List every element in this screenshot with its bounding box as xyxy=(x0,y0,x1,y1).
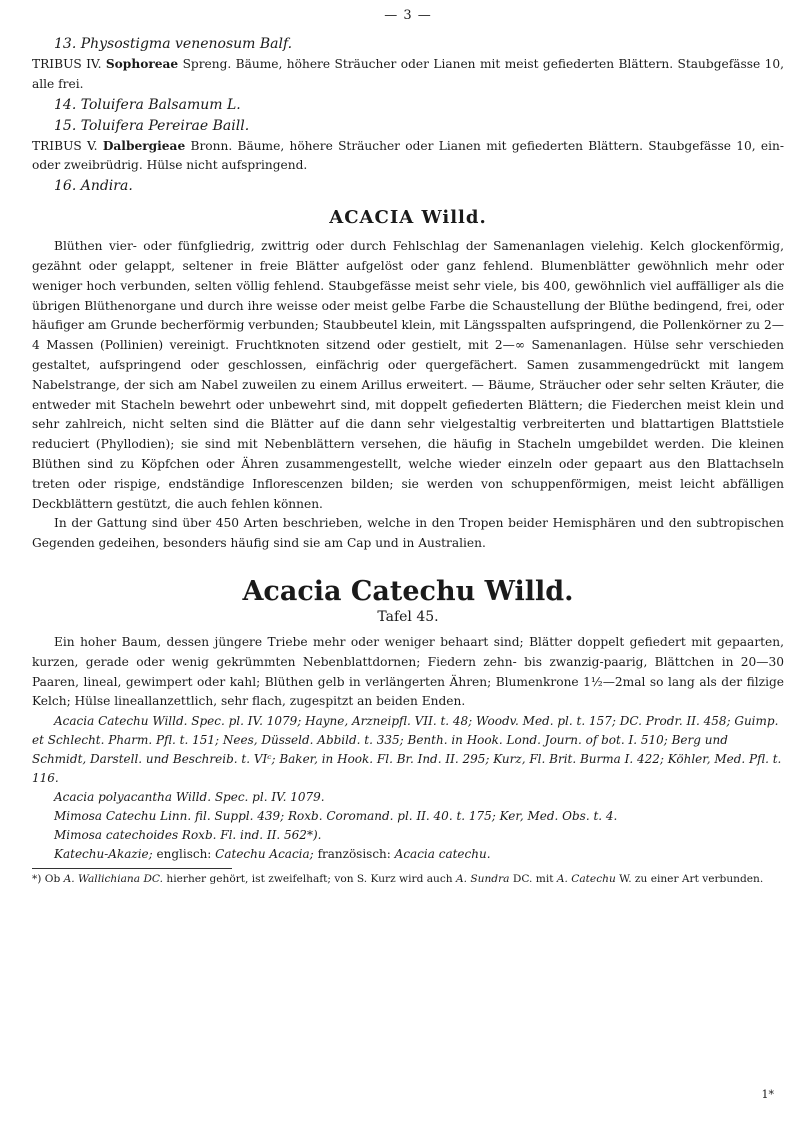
tribus-v-name: TRIBUS V. xyxy=(32,138,98,153)
tribus-iv-group: Sophoreae xyxy=(105,57,179,71)
footnote-name-b: A. Sundra xyxy=(456,873,510,886)
page-body xyxy=(32,34,784,887)
vernacular-names xyxy=(32,845,784,864)
entry-14: 14. Toluifera Balsamum L. xyxy=(54,96,241,113)
signature-mark: 1* xyxy=(761,1088,774,1101)
genus-heading: ACACIA Willd. xyxy=(329,207,487,229)
entry-13: 13. Physostigma venenosum Balf. xyxy=(54,36,293,52)
tribus-v xyxy=(32,137,784,177)
footnote-text-a: *) Ob xyxy=(32,873,61,886)
genus-distribution: In der Gattung sind über 450 Arten beschrieben, welche in den Tropen beider Hemisphären und den subtropischen Gegenden gedeihen, besonders häufig sind sie am Cap und in Australien. xyxy=(32,516,784,551)
footnote-divider xyxy=(32,868,232,869)
synonym-2: Acacia polyacantha Willd. Spec. pl. IV. 1079. xyxy=(54,790,325,805)
species-heading: Acacia Catechu Willd. xyxy=(242,575,574,607)
tribus-v-text: Bronn. Bäume, höhere Sträucher oder Lianen mit gefiederten Blättern. Staubgefässe 10, ein- oder zweibrüdrig. Hülse nicht aufspringend. xyxy=(32,138,784,173)
page-number: — 3 — xyxy=(384,8,432,23)
vernacular-fr-label: französisch: xyxy=(317,847,391,862)
synonym-3: Mimosa Catechu Linn. fil. Suppl. 439; Roxb. Coromand. pl. II. 40. t. 175; Ker, Med. Obs. t. 4. xyxy=(54,809,618,824)
entry-16: 16. Andira. xyxy=(54,178,133,195)
plate-label: Tafel 45. xyxy=(377,608,439,625)
vernacular-french: Acacia catechu. xyxy=(394,847,491,862)
footnote xyxy=(32,872,784,887)
footnote-name-c: A. Catechu xyxy=(556,873,616,886)
footnote-name-a: A. Wallichiana DC. xyxy=(63,873,164,886)
vernacular-german: Katechu-Akazie; xyxy=(54,847,153,862)
tribus-iv-text: Spreng. Bäume, höhere Sträucher oder Lianen mit meist gefiederten Blättern. Staubgefässe 10, alle frei. xyxy=(32,57,785,91)
genus-description: Blüthen vier- oder fünfgliedrig, zwittrig oder durch Fehlschlag der Samenanlagen vielehig. Kelch glockenförmig, gezähnt oder gelappt, seltener in freie Blätter aufgelöst oder ganz fehlend. Blumenblätter gewöhnlich mehr oder weniger hoch verbunden, selten völlig fehlend. Staubgefässe meist sehr viele, bis 400, gewöhnlich viel auffälliger als die übrigen Blüthenorgane und durch ihre weisse oder meist gelbe Farbe die Schaustellung der Blüthe bedingend, frei, oder häufiger am Grunde becherförmig verbunden; Staubbeutel klein, mit Längsspalten aufspringend, die Pollenkörner zu 2—4 Massen (Pollinien) vereinigt. Fruchtknoten sitzend oder gestielt, mit 2—∞ Samenanlagen. Hülse sehr verschieden gestaltet, aufspringend oder geschlossen, einfächrig oder quergefächert. Samen zusammengedrückt mit langem Nabelstrange, der sich am Nabel zuweilen zu einem Arillus erweitert. — Bäume, Sträucher oder sehr selten Kräuter, die entweder mit Stacheln bewehrt oder unbewehrt sind, mit doppelt gefiederten Blättern; die Fiederchen meist klein und sehr zahlreich, nicht selten sind die Blätter auf die dann sehr vielgestaltig verbreiterten und blattartigen Blattstiele reduciert (Phyllodien); sie sind mit Nebenblättern versehen, die häufig in Stacheln umgebildet werden. Die kleinen Blüthen sind zu Köpfchen oder Ähren zusammengestellt, welche wieder einzeln oder gepaart aus den Blattachseln treten oder rispige, endständige Inflorescenzen bilden; sie werden von schuppenförmigen, meist leicht abfälligen Deckblättern gestützt, die auch fehlen können. xyxy=(32,239,784,511)
tribus-iv-name: TRIBUS IV. xyxy=(32,57,102,71)
footnote-text-d: W. zu einer Art verbunden. xyxy=(619,873,764,886)
synonym-1: Acacia Catechu Willd. Spec. pl. IV. 1079; Hayne, Arzneipfl. VII. t. 48; Woodv. Med. pl. t. 157; DC. Prodr. II. 458; Guimp. et Schlecht. Pharm. Pfl. t. 151; Nees, Düsseld. Abbild. t. 335; Benth. in Hook. Lond. Journ. of bot. I. 510; Berg und Schmidt, Darstell. und Beschreib. t. VIᶜ; Baker, in Hook. Fl. Br. Ind. II. 295; Kurz, Fl. Brit. Burma I. 422; Köhler, Med. Pfl. t. 116. xyxy=(32,714,782,786)
tribus-v-group: Dalbergieae xyxy=(102,138,186,153)
footnote-text-b: hierher gehört, ist zweifelhaft; von S. Kurz wird auch xyxy=(166,873,453,886)
species-description: Ein hoher Baum, dessen jüngere Triebe mehr oder weniger behaart sind; Blätter doppelt gefiedert mit gepaarten, kurzen, gerade oder wenig gekrümmten Nebenblattdornen; Fiedern zehn- bis zwanzig-paarig, Blättchen in 20—30 Paaren, lineal, gewimpert oder kahl; Blüthen gelb in verlängerten Ähren; Blumenkrone 1½—2mal so lang als der filzige Kelch; Hülse lineallanzettlich, sehr flach, zugespitzt an beiden Enden. xyxy=(32,634,784,709)
vernacular-english: Catechu Acacia; xyxy=(215,847,314,862)
tribus-iv xyxy=(32,55,784,95)
vernacular-en-label: englisch: xyxy=(156,847,212,862)
entry-15: 15. Toluifera Pereirae Baill. xyxy=(54,117,250,134)
synonym-4: Mimosa catechoides Roxb. Fl. ind. II. 562*). xyxy=(54,828,322,843)
footnote-text-c: DC. mit xyxy=(512,873,554,886)
